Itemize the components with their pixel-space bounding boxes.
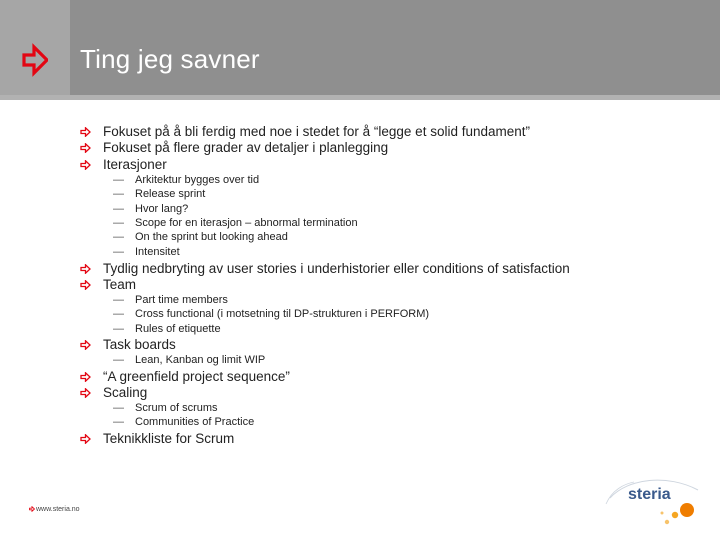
steria-logo [598,470,710,530]
dash-marker: — [113,416,124,428]
arrow-right-icon [80,143,91,153]
sub-bullet-text: Arkitektur bygges over tid [135,174,260,186]
dash-marker: — [113,231,124,243]
footer-url[interactable] [29,506,80,513]
dash-marker: — [113,402,124,414]
dash-marker: — [113,188,124,200]
bullet-text: Fokuset på å bli ferdig med noe i stedet for å “legge et solid fundament” [103,124,530,139]
arrow-right-icon [29,506,35,512]
sub-bullet-text: Rules of etiquette [135,323,221,335]
sub-bullet-text: Hvor lang? [135,203,189,215]
sub-bullet-text: Scope for en iterasjon – abnormal termination [135,217,358,229]
dash-marker: — [113,354,124,366]
sub-bullet-text: On the sprint but looking ahead [135,231,288,243]
sub-bullet-text: Release sprint [135,188,206,200]
sub-bullet-text: Cross functional (i motsetning til DP-strukturen i PERFORM) [135,308,430,320]
arrow-right-icon [80,127,91,137]
bullet-text: Tydlig nedbryting av user stories i underhistorier eller conditions of satisfaction [103,261,570,276]
sub-bullet-text: Communities of Practice [135,416,255,428]
bullet-text: Team [103,277,137,292]
title-arrow-icon [22,43,48,77]
dash-marker: — [113,174,124,186]
dash-marker: — [113,217,124,229]
sub-bullet-text: Part time members [135,294,228,306]
bullet-text: Scaling [103,385,148,400]
dash-marker: — [113,323,124,335]
dash-marker: — [113,308,124,320]
arrow-right-icon [80,264,91,274]
bullet-text: Iterasjoner [103,157,167,172]
sub-bullet-text: Intensitet [135,246,180,258]
footer-url-text: www.steria.no [36,506,80,513]
arrow-right-icon [80,340,91,350]
dash-marker: — [113,294,124,306]
bullet-text: Task boards [103,337,176,352]
sub-bullet-text: Lean, Kanban og limit WIP [135,354,266,366]
header-divider [0,95,720,100]
bullet-text: Teknikkliste for Scrum [103,431,235,446]
arrow-right-icon [80,160,91,170]
arrow-right-icon [80,434,91,444]
arrow-right-icon [80,280,91,290]
logo-text: steria [628,486,671,503]
slide-title: Ting jeg savner [80,44,260,74]
dash-marker: — [113,246,124,258]
arrow-right-icon [80,388,91,398]
dash-marker: — [113,203,124,215]
bullet-text: Fokuset på flere grader av detaljer i planlegging [103,140,389,155]
arrow-right-icon [80,372,91,382]
bullet-text: “A greenfield project sequence” [103,369,290,384]
sub-bullet-text: Scrum of scrums [135,402,218,414]
